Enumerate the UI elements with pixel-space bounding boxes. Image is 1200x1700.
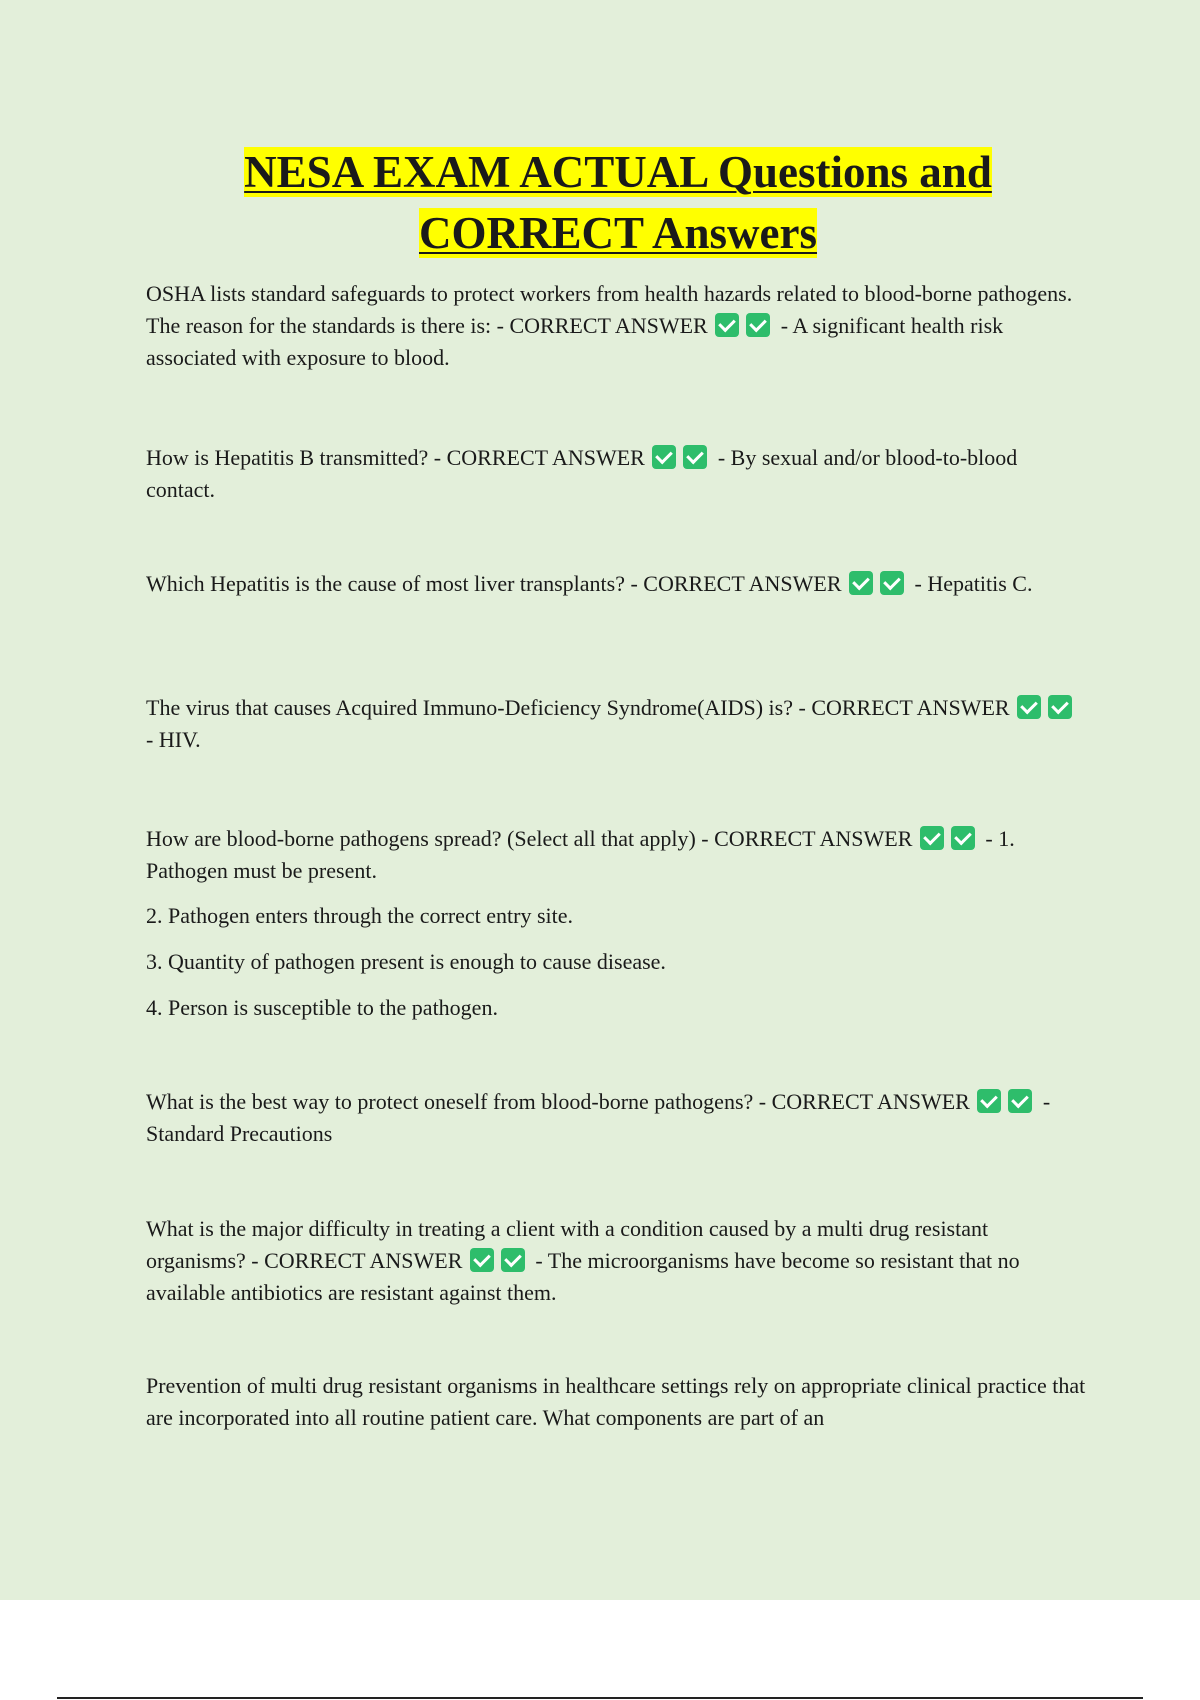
question-text: The virus that causes Acquired Immuno-Deficiency Syndrome(AIDS) is? - CORRECT ANSWER xyxy=(146,695,1010,720)
check-box-icon xyxy=(977,1089,1001,1113)
check-box-icon xyxy=(1017,695,1041,719)
answer-text: - The microorganisms have become so resistant that no available antibiotics are resistant against them. xyxy=(146,1248,1020,1305)
answer-text: - Standard Precautions xyxy=(146,1089,1051,1146)
answer-text: - HIV. xyxy=(146,727,201,752)
question-text: What is the best way to protect oneself from blood-borne pathogens? - CORRECT ANSWER xyxy=(146,1089,970,1114)
check-box-icon xyxy=(470,1248,494,1272)
question-text: What is the major difficulty in treating a client with a condition caused by a multi drug resistant organisms? - CORRECT ANSWER xyxy=(146,1216,989,1273)
question-text: OSHA lists standard safeguards to protect workers from health hazards related to blood-borne pathogens. The reason for the standards is there is: - CORRECT ANSWER xyxy=(146,281,1073,338)
answer-text: - Hepatitis C. xyxy=(914,571,1033,596)
qa-entry xyxy=(146,442,1086,506)
check-box-icon xyxy=(715,313,739,337)
question-text: How are blood-borne pathogens spread? (Select all that apply) - CORRECT ANSWER xyxy=(146,826,913,851)
question-text: How is Hepatitis B transmitted? - CORRECT ANSWER xyxy=(146,445,645,470)
list-item: 3. Quantity of pathogen present is enough to cause disease. xyxy=(146,949,666,974)
qa-entry xyxy=(146,278,1086,374)
check-box-icon xyxy=(652,445,676,469)
check-box-icon xyxy=(746,313,770,337)
answer-text: - 1. Pathogen must be present. xyxy=(146,826,1015,883)
qa-entry xyxy=(146,823,1086,887)
qa-entry xyxy=(146,1213,1086,1309)
check-box-icon xyxy=(501,1248,525,1272)
document-title xyxy=(0,142,1200,264)
title-line-2: CORRECT Answers xyxy=(419,208,817,258)
check-box-icon xyxy=(951,826,975,850)
title-line-1: NESA EXAM ACTUAL Questions and xyxy=(244,147,992,197)
footer-divider xyxy=(57,1697,1143,1699)
check-box-icon xyxy=(880,571,904,595)
qa-entry xyxy=(146,568,1086,600)
list-item: 2. Pathogen enters through the correct entry site. xyxy=(146,903,574,928)
check-box-icon xyxy=(683,445,707,469)
check-box-icon xyxy=(849,571,873,595)
check-box-icon xyxy=(920,826,944,850)
list-item: 4. Person is susceptible to the pathogen. xyxy=(146,995,498,1020)
answer-text: - By sexual and/or blood-to-blood contact. xyxy=(146,445,1018,502)
check-box-icon xyxy=(1048,695,1072,719)
qa-entry xyxy=(146,1086,1086,1150)
check-box-icon xyxy=(1008,1089,1032,1113)
question-text: Which Hepatitis is the cause of most liver transplants? - CORRECT ANSWER xyxy=(146,571,842,596)
qa-entry xyxy=(146,692,1086,756)
partial-question: Prevention of multi drug resistant organisms in healthcare settings rely on appropriate clinical practice that are incorporated into all routine patient care. What components are part of an xyxy=(146,1373,1086,1430)
answer-text: - A significant health risk associated with exposure to blood. xyxy=(146,313,1004,370)
